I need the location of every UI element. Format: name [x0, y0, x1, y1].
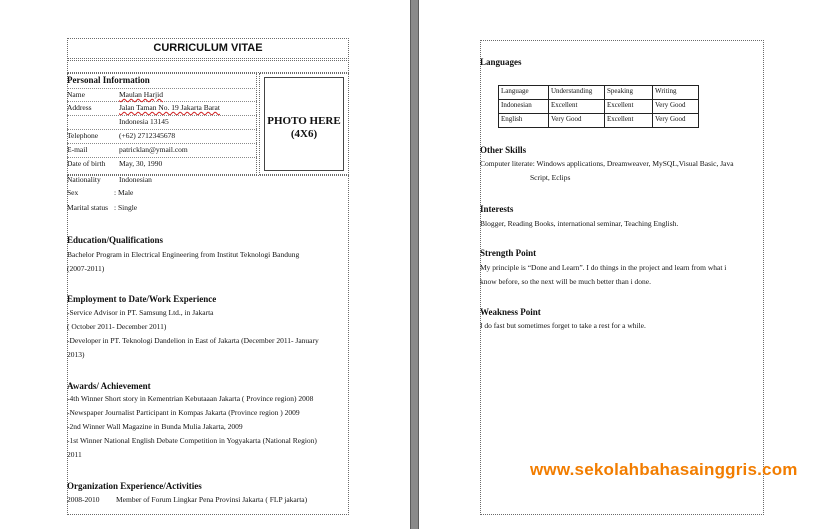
label-nationality: Nationality: [67, 175, 101, 184]
watermark-website: www.sekolahbahasainggris.com: [530, 460, 798, 479]
table-cell: Speaking: [605, 86, 653, 100]
table-cell: English: [499, 114, 549, 128]
value-marital-status: : Single: [114, 203, 138, 212]
table-cell: Understanding: [549, 86, 605, 100]
value-sex: : Male: [114, 188, 134, 197]
employment-line-1: -Service Advisor in PT. Samsung Ltd., in Jakarta: [67, 308, 214, 317]
label-date-of-birth: Date of birth: [67, 159, 106, 168]
weakness-heading: Weakness Point: [480, 307, 541, 317]
languages-table: [498, 85, 699, 128]
interests-heading: Interests: [480, 204, 514, 214]
awards-heading: Awards/ Achievement: [67, 381, 151, 391]
value-address: Jalan Taman No. 19 Jakarta Barat: [119, 103, 220, 112]
left-document-page: [0, 0, 410, 529]
table-cell: Excellent: [605, 100, 653, 114]
cv-body-cell: [67, 175, 349, 515]
employment-line-3: -Developer in PT. Teknologi Dandelion in East of Jakarta (December 2011- January: [67, 336, 319, 345]
strength-line-1: My principle is “Done and Learn”. I do things in the project and learn from what i: [480, 263, 727, 272]
cv-title: CURRICULUM VITAE: [67, 38, 349, 59]
photo-size-label: (4X6): [290, 128, 318, 140]
value-date-of-birth: May, 30, 1990: [119, 159, 163, 168]
awards-line-4: -1st Winner National English Debate Competition in Yogyakarta (National Region): [67, 436, 317, 445]
education-line-2: (2007-2011): [67, 264, 105, 273]
table-cell: Very Good: [549, 114, 605, 128]
value-nationality: Indonesian: [119, 175, 152, 184]
label-telephone: Telephone: [67, 131, 99, 140]
label-name: Name: [67, 90, 85, 99]
education-line-1: Bachelor Program in Electrical Engineering from Institut Teknologi Bandung: [67, 250, 300, 259]
photo-label: PHOTO HERE: [267, 115, 341, 127]
weakness-text: I do fast but sometimes forget to take a rest for a while.: [480, 321, 646, 330]
awards-line-5: 2011: [67, 450, 82, 459]
education-heading: Education/Qualifications: [67, 235, 164, 245]
label-email: E-mail: [67, 145, 88, 154]
employment-heading: Employment to Date/Work Experience: [67, 294, 217, 304]
value-address-2: Indonesia 13145: [119, 117, 169, 126]
other-skills-heading: Other Skills: [480, 145, 527, 155]
table-cell: Excellent: [605, 114, 653, 128]
value-telephone: (+62) 2712345678: [119, 131, 176, 140]
strength-heading: Strength Point: [480, 248, 537, 258]
table-row: [499, 114, 699, 128]
table-cell: Writing: [653, 86, 699, 100]
label-address: Address: [67, 103, 92, 112]
label-sex: Sex: [67, 188, 79, 197]
table-cell: Very Good: [653, 114, 699, 128]
table-cell: Indonesian: [499, 100, 549, 114]
other-skills-line-1: Computer literate: Windows applications, Dreamweaver, MySQL,Visual Basic, Java: [480, 159, 734, 168]
table-row: [499, 100, 699, 114]
value-name: Maulan Harjid: [119, 90, 163, 99]
strength-line-2: know before, so the next will be much better than i done.: [480, 277, 651, 286]
awards-line-2: -Newspaper Journalist Participant in Kompas Jakarta (Province region ) 2009: [67, 408, 300, 417]
organization-heading: Organization Experience/Activities: [67, 481, 202, 491]
photo-placeholder: [264, 77, 344, 171]
other-skills-line-2: Script, Eclips: [530, 173, 571, 182]
table-cell: Excellent: [549, 100, 605, 114]
awards-line-3: -2nd Winner Wall Magazine in Bunda Mulia Jakarta, 2009: [67, 422, 243, 431]
personal-info-heading: Personal Information: [67, 75, 150, 85]
languages-heading: Languages: [480, 57, 522, 67]
employment-line-4: 2013): [67, 350, 85, 359]
label-marital-status: Marital status: [67, 203, 109, 212]
awards-line-1: -4th Winner Short story in Kementrian Kebutaaan Jakarta ( Province region) 2008: [67, 394, 314, 403]
value-email: patricklan@ymail.com: [119, 145, 188, 154]
employment-line-2: ( October 2011- December 2011): [67, 322, 167, 331]
organization-year: 2008-2010: [67, 495, 100, 504]
table-cell: Language: [499, 86, 549, 100]
organization-text: Member of Forum Lingkar Pena Provinsi Jakarta ( FLP jakarta): [116, 495, 308, 504]
title-spacer-row: [67, 60, 349, 73]
table-cell: Very Good: [653, 100, 699, 114]
table-row: [499, 86, 699, 100]
interests-text: Blogger, Reading Books, international seminar, Teaching English.: [480, 219, 679, 228]
